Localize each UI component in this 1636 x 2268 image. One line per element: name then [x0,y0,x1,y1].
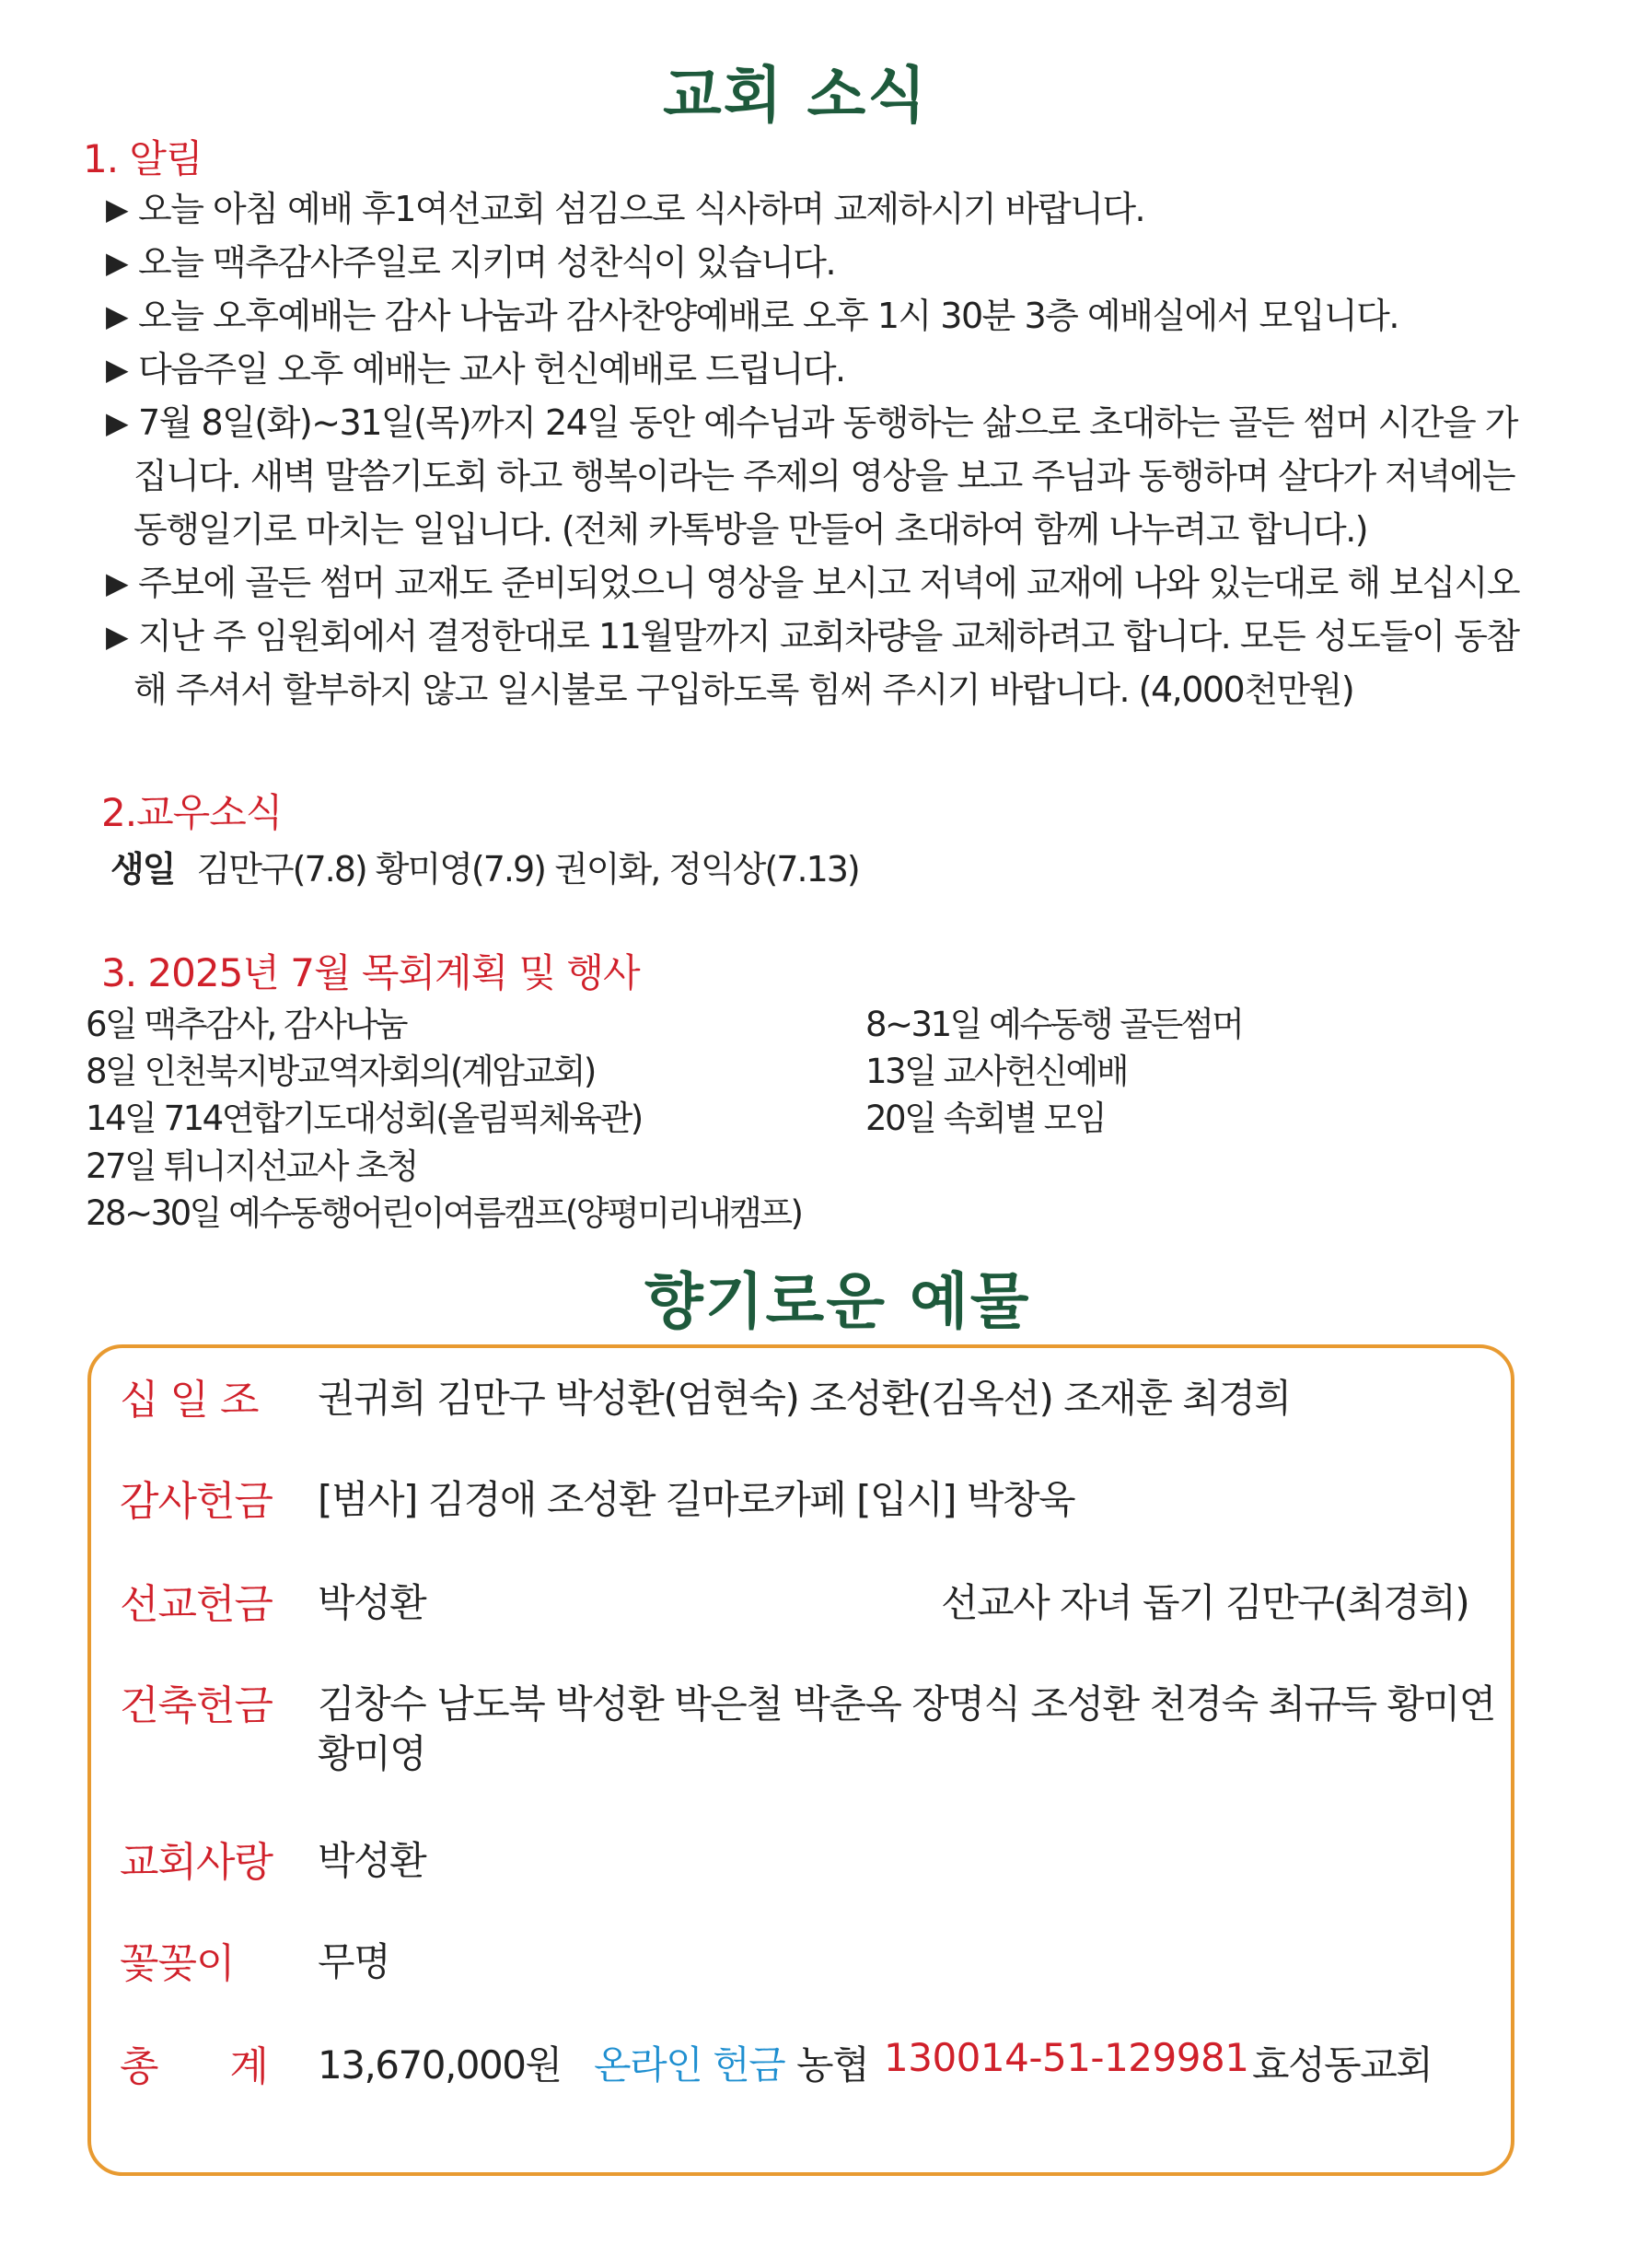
notice-item: ▶ 7월 8일(화)~31일(목)까지 24일 동안 예수님과 동행하는 삶으로 초대하는 골든 썸머 시간을 가 집니다. 새벽 말씀기도회 하고 행복이라는 주제의 영상을 보고 주님과 동행하며 살다가 저녁에는 동행일기로 마치는 일입니다. (전체 카톡방을 만들어 초대하여 함께 나누려고 합니다.) [106,396,1542,556]
offering-value: 권귀희 김만구 박성환(엄현숙) 조성환(김옥선) 조재훈 최경희 [318,1376,1291,1421]
notice-item: ▶ 다음주일 오후 예배는 교사 헌신예배로 드립니다. [106,343,1542,396]
notice-item: ▶ 주보에 골든 썸머 교재도 준비되었으니 영상을 보시고 저녁에 교재에 나와 있는대로 해 보십시오 [106,556,1542,610]
bank-name: 농협 [796,2042,869,2088]
offering-title: 향기로운 예물 [644,1266,1031,1337]
bullet-icon: ▶ [106,298,128,333]
bullet-icon: ▶ [106,192,128,227]
bullet-icon: ▶ [106,245,128,280]
offering-label: 총 계 [120,2043,268,2090]
offering-label: 감사헌금 [120,1478,273,1525]
offering-value: 무명 [318,1939,390,1984]
notice-item: ▶ 오늘 아침 예배 후1여선교회 섬김으로 식사하며 교제하시기 바랍니다. [106,182,1542,236]
offering-label: 선교헌금 [120,1581,273,1628]
event-item: 27일 튀니지선교사 초청 [86,1146,417,1186]
offering-label: 교회사랑 [120,1839,273,1886]
notice-item: ▶ 오늘 맥추감사주일로 지키며 성찬식이 있습니다. [106,236,1542,289]
offering-value: [범사] 김경애 조성환 길마로카페 [입시] 박창욱 [318,1477,1075,1522]
event-item: 14일 714연합기도대성회(올림픽체육관) [86,1099,642,1138]
offering-label: 건축헌금 [120,1682,273,1729]
birthday-line [110,841,859,891]
offering-value: 박성환 [318,1838,426,1883]
bullet-icon: ▶ [106,405,128,440]
events-heading: 3. 2025년 7월 목회계획 및 행사 [101,950,640,995]
total-amount: 13,670,000원 [318,2042,562,2088]
offering-value: 김창수 남도북 박성환 박은철 박춘옥 장명식 조성환 천경숙 최규득 황미연 [318,1681,1495,1727]
notice-item: ▶ 지난 주 임원회에서 결정한대로 11월말까지 교회차량을 교체하려고 합니다. 모든 성도들이 동참 해 주셔서 할부하지 않고 일시불로 구입하도록 힘써 주시기 바랍니다. (4,000천만원) [106,610,1542,716]
offering-value: 황미영 [318,1731,426,1776]
offering-value: 박성환 [318,1580,426,1625]
event-item: 20일 속회별 모임 [865,1099,1106,1138]
church-name: 효성동교회 [1252,2042,1433,2088]
birthday-text: 김만구(7.8) 황미영(7.9) 권이화, 정익상(7.13) [196,849,859,890]
offering-value-right: 선교사 자녀 돕기 김만구(최경희) [941,1580,1469,1625]
event-item: 28~30일 예수동행어린이여름캠프(양평미리내캠프) [86,1193,802,1233]
notice-heading: 1. 알림 [83,136,203,181]
online-offering-label: 온라인 헌금 [594,2042,785,2088]
notice-item: ▶ 오늘 오후예배는 감사 나눔과 감사찬양예배로 오후 1시 30분 3층 예배실에서 모입니다. [106,289,1542,343]
members-heading: 2.교우소식 [101,790,283,835]
offering-label: 십 일 조 [120,1377,259,1424]
page-title: 교회 소식 [663,60,929,131]
event-item: 6일 맥추감사, 감사나눔 [86,1005,407,1044]
event-item: 8~31일 예수동행 골든썸머 [865,1005,1243,1044]
account-number: 130014-51-129981 [884,2035,1249,2080]
bullet-icon: ▶ [106,619,128,654]
event-item: 8일 인천북지방교역자회의(계암교회) [86,1052,595,1091]
bullet-icon: ▶ [106,565,128,600]
event-item: 13일 교사헌신예배 [865,1052,1128,1091]
birthday-label: 생일 [110,849,175,890]
bullet-icon: ▶ [106,352,128,387]
offering-label: 꽃꽂이 [120,1940,235,1987]
